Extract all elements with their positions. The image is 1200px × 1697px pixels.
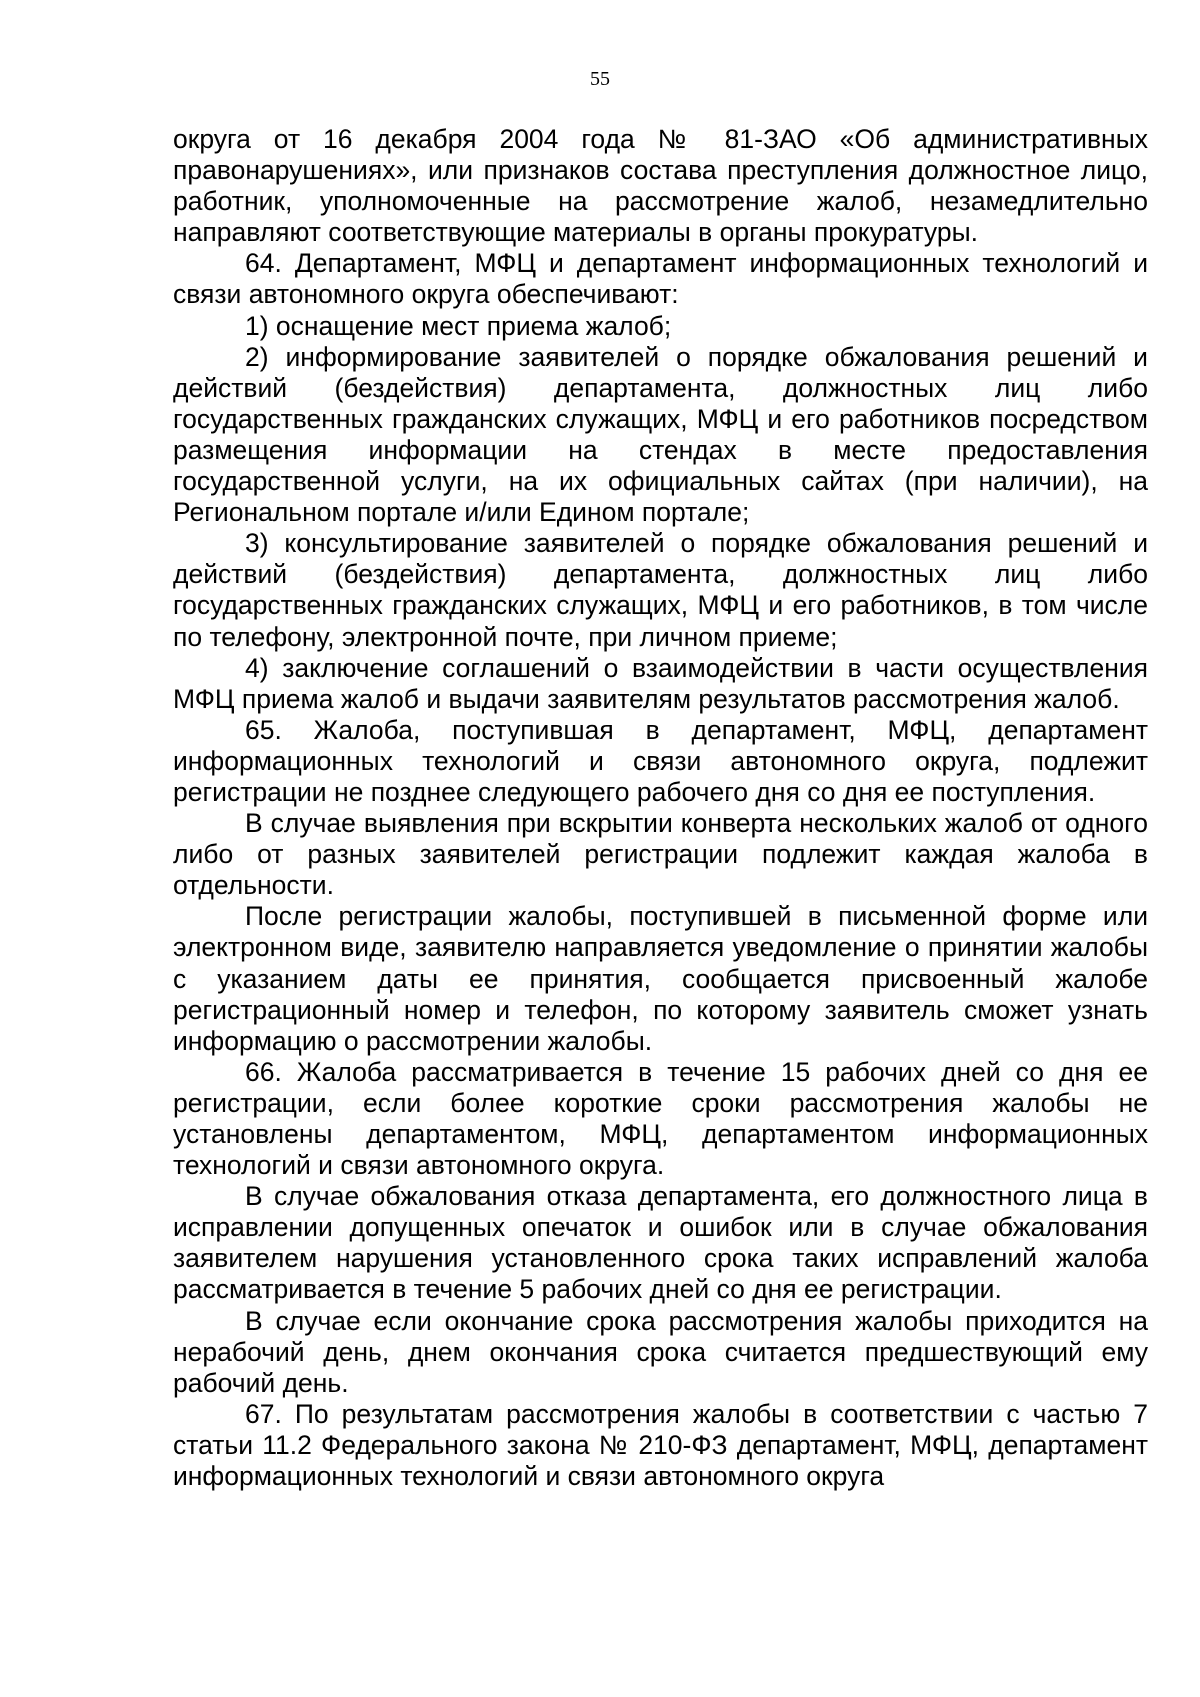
paragraph-64-item-4: 4) заключение соглашений о взаимодействии в части осуществления МФЦ приема жалоб и выдачи заявителям результатов рассмотрения жалоб. bbox=[173, 652, 1148, 714]
paragraph-66-part-3: В случае если окончание срока рассмотрения жалобы приходится на нерабочий день, днем окончания срока считается предшествующий ему рабочий день. bbox=[173, 1305, 1148, 1398]
paragraph-66: 66. Жалоба рассматривается в течение 15 рабочих дней со дня ее регистрации, если более короткие сроки рассмотрения жалобы не установлены департаментом, МФЦ, департаментом информационных технологий и связи автономного округа. bbox=[173, 1056, 1148, 1181]
page-number: 55 bbox=[590, 68, 610, 90]
paragraph-continuation: округа от 16 декабря 2004 года № 81-ЗАО «Об административных правонарушениях», или признаков состава преступления должностное лицо, работник, уполномоченные на рассмотрение жалоб, незамедлительно направляют соответствующие материалы в органы прокуратуры. bbox=[173, 124, 1148, 248]
paragraph-65-part-3: После регистрации жалобы, поступившей в письменной форме или электронном виде, заявителю направляется уведомление о принятии жалобы с указанием даты ее принятия, сообщается присвоенный жалобе регистрационный номер и телефон, по которому заявитель сможет узнать информацию о рассмотрении жалобы. bbox=[173, 901, 1148, 1056]
paragraph-64: 64. Департамент, МФЦ и департамент информационных технологий и связи автономного округа обеспечивают: bbox=[173, 248, 1148, 310]
paragraph-65-part-2: В случае выявления при вскрытии конверта нескольких жалоб от одного либо от разных заявителей регистрации подлежит каждая жалоба в отдельности. bbox=[173, 808, 1148, 901]
document-body bbox=[173, 124, 1148, 1492]
paragraph-64-item-1: 1) оснащение мест приема жалоб; bbox=[245, 310, 672, 341]
paragraph-66-part-2: В случае обжалования отказа департамента, его должностного лица в исправлении допущенных опечаток и ошибок или в случае обжалования заявителем нарушения установленного срока таких исправлений жалоба рассматривается в течение 5 рабочих дней со дня ее регистрации. bbox=[173, 1181, 1148, 1305]
paragraph-67: 67. По результатам рассмотрения жалобы в соответствии с частью 7 статьи 11.2 Федерального закона № 210-ФЗ департамент, МФЦ, департамент информационных технологий и связи автономного округа bbox=[173, 1398, 1148, 1492]
paragraph-64-item-3: 3) консультирование заявителей о порядке обжалования решений и действий (бездействия) департамента, должностных лиц либо государственных гражданских служащих, МФЦ и его работников, в том числе по телефону, электронной почте, при личном приеме; bbox=[173, 528, 1148, 652]
paragraph-65: 65. Жалоба, поступившая в департамент, МФЦ, департамент информационных технологий и связи автономного округа, подлежит регистрации не позднее следующего рабочего дня со дня ее поступления. bbox=[173, 714, 1148, 807]
paragraph-64-item-2: 2) информирование заявителей о порядке обжалования решений и действий (бездействия) департамента, должностных лиц либо государственных гражданских служащих, МФЦ и его работников посредством размещения информации на стендах в месте предоставления государственной услуги, на их официальных сайтах (при наличии), на Региональном портале и/или Едином портале; bbox=[173, 341, 1148, 528]
